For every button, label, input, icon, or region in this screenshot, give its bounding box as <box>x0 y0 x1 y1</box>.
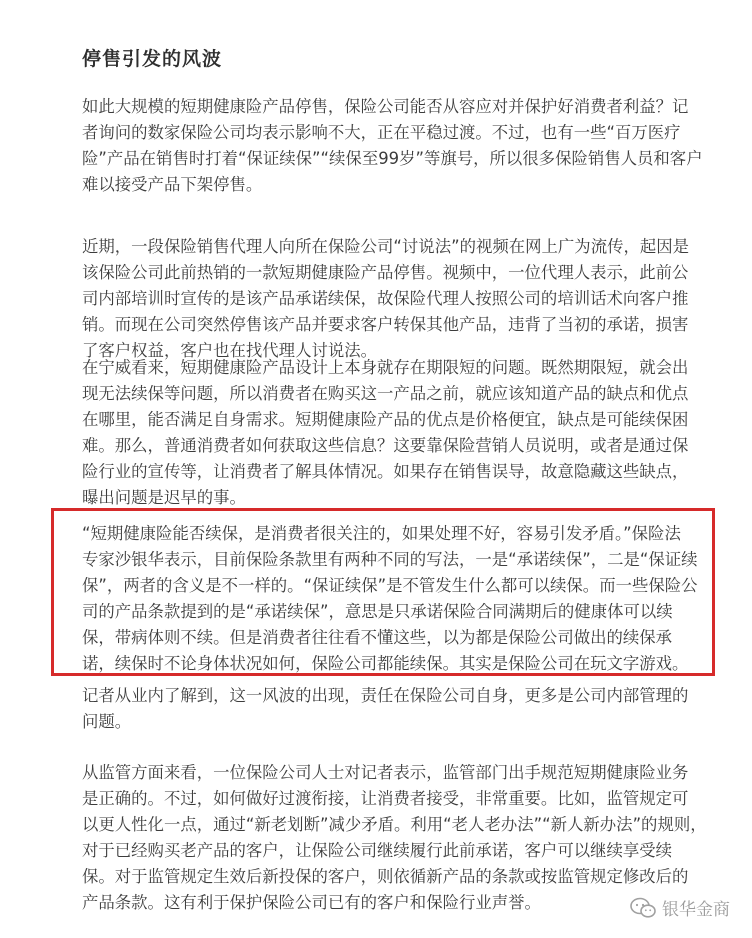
text-line: 难以接受产品下架停售。 <box>82 175 263 194</box>
text-line: 司的产品条款提到的是“承诺续保”，意思是只承诺保险合同满期后的健康体可以续 <box>82 602 673 621</box>
text-line: 险”产品在销售时打着“保证续保”“续保至99岁”等旗号，所以很多保险销售人员和客户 <box>82 149 703 168</box>
text-line: 以更人性化一点，通过“新老划断”减少矛盾。利用“老人老办法”“新人新办法”的规则， <box>82 815 707 834</box>
section-heading: 停售引发的风波 <box>82 48 223 70</box>
text-line: 险行业的宣传等，让消费者了解具体情况。如果存在销售误导，故意隐藏这些缺点， <box>82 462 689 481</box>
paragraph-2 <box>82 234 690 364</box>
text-line: 司内部培训时宣传的是该产品承诺续保，故保险代理人按照公司的培训话术向客户推 <box>82 289 689 308</box>
text-line: “短期健康险能否续保，是消费者很关注的，如果处理不好，容易引发矛盾。”保险法 <box>82 524 681 543</box>
text-line: 从监管方面来看，一位保险公司人士对记者表示，监管部门出手规范短期健康险业务 <box>82 763 689 782</box>
text-line: 者询问的数家保险公司均表示影响不大，正在平稳过渡。不过，也有一些“百万医疗 <box>82 123 681 142</box>
text-line: 销。而现在公司突然停售该产品并要求客户转保其他产品，违背了当初的承诺，损害 <box>82 315 689 334</box>
text-line: 记者从业内了解到，这一风波的出现，责任在保险公司自身，更多是公司内部管理的 <box>82 686 689 705</box>
text-line: 近期，一段保险销售代理人向所在保险公司“讨说法”的视频在网上广为流传，起因是 <box>82 237 690 256</box>
text-line: 现无法续保等问题，所以消费者在购买这一产品之前，就应该知道产品的缺点和优点 <box>82 384 689 403</box>
paragraph-5 <box>82 683 689 735</box>
text-line: 诺，续保时不论身体状况如何，保险公司都能续保。其实是保险公司在玩文字游戏。 <box>82 654 689 673</box>
paragraph-1 <box>82 94 703 198</box>
text-line: 产品条款。这有利于保护保险公司已有的客户和保险行业声誉。 <box>82 893 541 912</box>
text-line: 曝出问题是迟早的事。 <box>82 488 246 507</box>
text-line: 难。那么，普通消费者如何获取这些信息？这要靠保险营销人员说明，或者是通过保 <box>82 436 689 455</box>
text-line: 保”，两者的含义是不一样的。“保证续保”是不管发生什么都可以续保。而一些保险公 <box>82 576 698 595</box>
text-line: 问题。 <box>82 712 132 731</box>
text-line: 专家沙银华表示，目前保险条款里有两种不同的写法，一是“承诺续保”，二是“保证续 <box>82 550 698 569</box>
text-line: 该保险公司此前热销的一款短期健康险产品停售。视频中，一位代理人表示，此前公 <box>82 263 689 282</box>
text-line: 保，带病体则不续。但是消费者往往看不懂这些，以为都是保险公司做出的续保承 <box>82 628 673 647</box>
text-line: 在宁威看来，短期健康险产品设计上本身就存在期限短的问题。既然期限短，就会出 <box>82 358 689 377</box>
watermark <box>630 895 730 920</box>
text-line: 了客户权益，客户也在找代理人讨说法。 <box>82 341 378 360</box>
watermark-text: 银华金商 <box>662 900 730 920</box>
paragraph-3 <box>82 355 689 511</box>
text-line: 如此大规模的短期健康险产品停售，保险公司能否从容应对并保护好消费者利益？记 <box>82 97 689 116</box>
wechat-icon <box>630 897 656 919</box>
text-line: 保。对于监管规定生效后新投保的客户，则依循新产品的条款或按监管规定修改后的 <box>82 867 689 886</box>
paragraph-4-highlighted <box>82 521 698 677</box>
text-line: 在哪里，能否满足自身需求。短期健康险产品的优点是价格便宜，缺点是可能续保困 <box>82 410 689 429</box>
text-line: 是正确的。不过，如何做好过渡衔接，让消费者接受，非常重要。比如，监管规定可 <box>82 789 689 808</box>
text-line: 对于已经购买老产品的客户，让保险公司继续履行此前承诺，客户可以继续享受续 <box>82 841 673 860</box>
